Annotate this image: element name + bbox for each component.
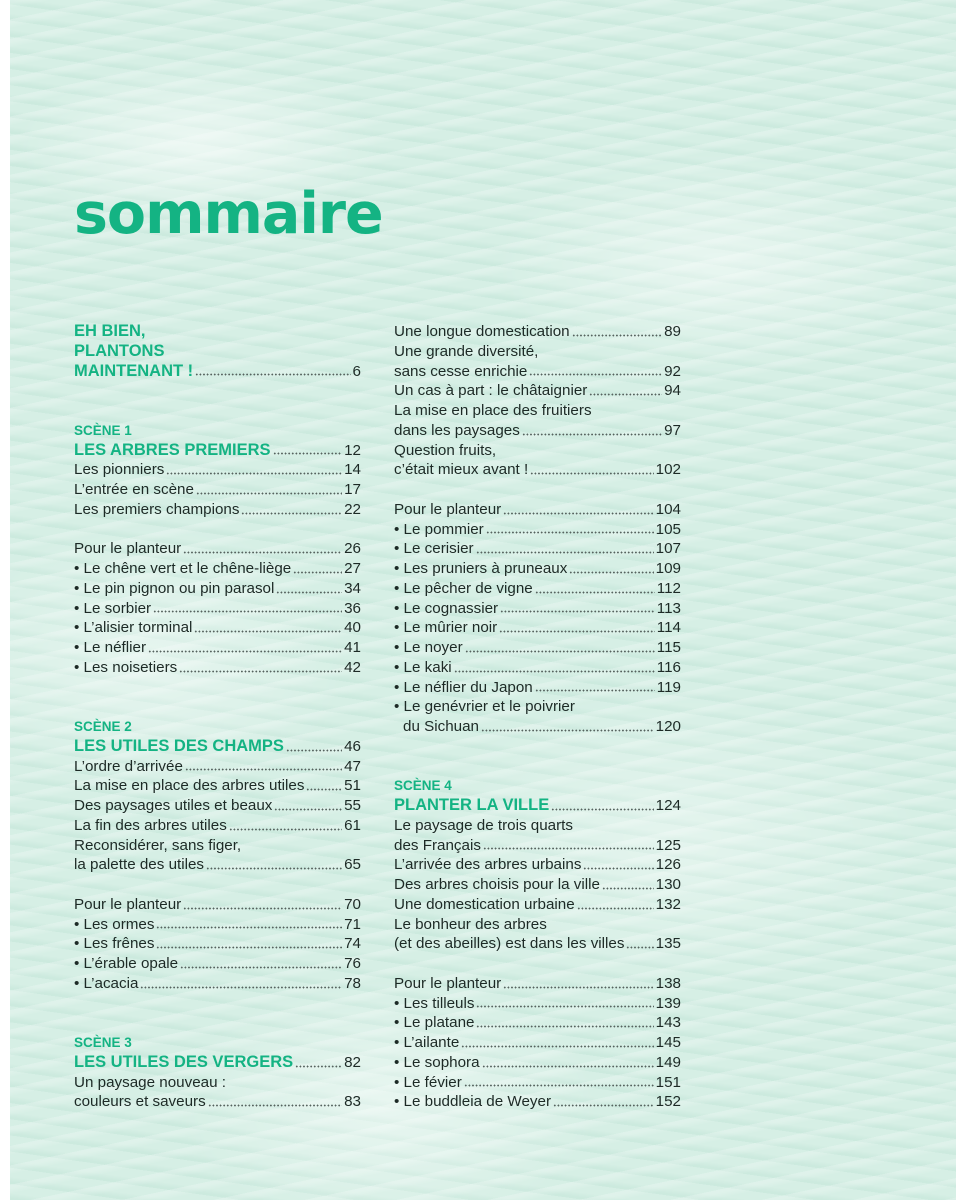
entry-title: • L’érable opale <box>74 955 179 972</box>
page-number: 55 <box>344 797 361 814</box>
toc-entry-tree[interactable] <box>394 678 681 698</box>
toc-entry-tree[interactable] <box>394 994 681 1014</box>
page-number: 27 <box>344 560 361 577</box>
toc-entry-tree[interactable] <box>394 599 681 619</box>
entry-title: c’était mieux avant ! <box>394 461 529 479</box>
dot-leader <box>530 471 653 476</box>
page-number: 138 <box>655 974 681 992</box>
entry-title: • L’acacia <box>74 974 139 992</box>
page-number: 105 <box>655 520 681 538</box>
page-number: 139 <box>655 994 681 1012</box>
entry-title: • Le buddleia de Weyer <box>394 1093 552 1111</box>
toc-entry[interactable] <box>394 322 681 342</box>
page-number: 92 <box>664 362 681 380</box>
toc-entry-multiline[interactable] <box>394 342 681 362</box>
page-number: 132 <box>655 895 681 913</box>
entry-title: • Les ormes <box>74 915 155 933</box>
dot-leader <box>535 590 655 595</box>
toc-entry-tree[interactable] <box>394 658 681 678</box>
page-number: 109 <box>655 560 681 577</box>
entry-title: • Le pommier <box>394 520 484 538</box>
page-number: 12 <box>344 441 361 459</box>
dot-leader <box>195 372 350 377</box>
toc-entry-planteur[interactable] <box>394 974 681 994</box>
toc-entry-intro[interactable] <box>74 362 361 382</box>
page-number: 51 <box>344 777 361 795</box>
entry-title: • Le kaki <box>394 658 452 676</box>
dot-leader <box>602 886 654 891</box>
toc-entry-tree[interactable] <box>74 915 361 935</box>
page-number: 41 <box>344 639 361 656</box>
page-number: 46 <box>344 737 361 755</box>
page-number: 145 <box>655 1034 681 1051</box>
page-number: 102 <box>655 461 681 479</box>
page-number: 61 <box>344 816 361 834</box>
page-number: 65 <box>344 856 361 874</box>
toc-entry-multiline[interactable] <box>394 915 681 935</box>
entry-title: Les pionniers <box>74 461 165 479</box>
toc-entry-tree[interactable] <box>74 559 361 579</box>
page-number: 17 <box>344 481 361 498</box>
page-number: 78 <box>344 974 361 992</box>
entry-title: • Le noyer <box>394 639 463 656</box>
toc-entry-planteur[interactable] <box>74 895 361 915</box>
toc-entry-scene-2[interactable] <box>74 737 361 757</box>
entry-title: PLANTONS <box>74 341 165 360</box>
toc-page <box>10 0 956 1200</box>
toc-entry-multiline[interactable] <box>394 401 681 421</box>
page-number: 130 <box>655 876 681 893</box>
entry-title: • Les frênes <box>74 935 155 953</box>
dot-leader <box>156 945 342 950</box>
toc-entry-scene-4[interactable] <box>394 796 681 816</box>
page-number: 125 <box>655 836 681 854</box>
scene-3-label: SCÈNE 3 <box>74 1035 132 1050</box>
toc-entry-multiline[interactable] <box>394 934 681 954</box>
toc-entry-tree[interactable] <box>394 1013 681 1033</box>
page-number: 116 <box>656 658 681 676</box>
entry-title: • Les tilleuls <box>394 994 475 1012</box>
page-number: 151 <box>655 1073 681 1091</box>
dot-leader <box>503 985 653 990</box>
dot-leader <box>569 570 653 575</box>
toc-entry-tree[interactable] <box>74 658 361 678</box>
entry-title: du Sichuan <box>403 718 479 735</box>
toc-entry-tree[interactable] <box>74 954 361 974</box>
toc-entry-tree[interactable] <box>74 579 361 599</box>
toc-entry[interactable] <box>74 460 361 480</box>
dot-leader <box>166 471 342 476</box>
dot-leader <box>179 669 342 674</box>
dot-leader <box>577 906 654 911</box>
dot-leader <box>465 649 655 654</box>
entry-title: Pour le planteur <box>74 540 182 558</box>
entry-title: la palette des utiles <box>74 856 205 874</box>
toc-entry[interactable] <box>394 875 681 895</box>
dot-leader <box>180 965 342 970</box>
page-number: 120 <box>655 718 681 735</box>
page-number: 42 <box>344 658 361 676</box>
entry-title: Les premiers champions <box>74 500 240 518</box>
toc-entry-tree[interactable] <box>74 618 361 638</box>
entry-title: des Français <box>394 836 481 854</box>
entry-title: sans cesse enrichie <box>394 362 528 380</box>
page-number: 114 <box>656 619 681 637</box>
page-number: 149 <box>655 1053 681 1071</box>
entry-title: Une domestication urbaine <box>394 895 575 913</box>
toc-entry-tree[interactable] <box>394 559 681 579</box>
entry-title: Pour le planteur <box>394 974 502 992</box>
dot-leader <box>196 491 342 496</box>
dot-leader <box>503 511 653 516</box>
page-number: 115 <box>656 639 681 656</box>
dot-leader <box>535 688 655 693</box>
dot-leader <box>551 807 653 812</box>
entry-title: • Le platane <box>394 1014 475 1032</box>
dot-leader <box>500 609 655 614</box>
toc-entry-tree[interactable] <box>394 618 681 638</box>
page-number: 40 <box>344 619 361 637</box>
toc-entry[interactable] <box>74 500 361 520</box>
page-number: 112 <box>656 579 681 597</box>
dot-leader <box>522 432 662 437</box>
entry-title: Des paysages utiles et beaux <box>74 797 273 814</box>
page-number: 119 <box>656 678 681 696</box>
toc-entry-multiline[interactable] <box>394 441 681 461</box>
dot-leader <box>583 866 653 871</box>
page-number: 74 <box>344 935 361 953</box>
toc-entry-tree[interactable] <box>394 1073 681 1093</box>
page-number: 36 <box>344 599 361 617</box>
entry-title: Des arbres choisis pour la ville <box>394 876 600 893</box>
entry-title: Un paysage nouveau : <box>74 1073 226 1091</box>
toc-entry[interactable] <box>394 895 681 915</box>
entry-title: • L’alisier torminal <box>74 619 193 637</box>
toc-entry-multiline[interactable] <box>394 460 681 480</box>
toc-entry-tree[interactable] <box>394 1053 681 1073</box>
dot-leader <box>153 609 342 614</box>
entry-title: (et des abeilles) est dans les villes <box>394 935 625 953</box>
entry-title: L’arrivée des arbres urbains <box>394 856 582 874</box>
entry-title: Une longue domestication <box>394 323 570 340</box>
entry-title: • Le févier <box>394 1073 462 1091</box>
toc-entry-planteur[interactable] <box>74 539 361 559</box>
toc-entry-tree[interactable] <box>394 1033 681 1053</box>
toc-entry-tree[interactable] <box>394 638 681 658</box>
page-number: 107 <box>655 540 681 558</box>
dot-leader <box>499 629 655 634</box>
toc-entry[interactable] <box>74 816 361 836</box>
entry-title: Pour le planteur <box>74 895 182 913</box>
page-number: 94 <box>664 382 681 400</box>
page-title: sommaire <box>74 181 383 247</box>
dot-leader <box>529 372 662 377</box>
toc-entry-tree[interactable] <box>74 974 361 994</box>
toc-entry[interactable] <box>394 381 681 401</box>
page-number: 6 <box>352 362 361 380</box>
entry-title: • Le genévrier et le poivrier <box>394 698 575 716</box>
entry-title: L’ordre d’arrivée <box>74 757 183 775</box>
dot-leader <box>185 767 342 772</box>
page-number: 22 <box>344 500 361 518</box>
dot-leader <box>572 333 662 338</box>
dot-leader <box>183 550 342 555</box>
dot-leader <box>274 807 342 812</box>
entry-title: • Le sorbier <box>74 599 152 617</box>
dot-leader <box>553 1103 654 1108</box>
dot-leader <box>194 629 342 634</box>
intro-heading-line-1 <box>74 322 361 342</box>
page-number: 83 <box>344 1093 361 1111</box>
toc-entry-tree[interactable] <box>394 520 681 540</box>
scene-4-title: PLANTER LA VILLE <box>394 796 550 814</box>
scene-3-title: LES UTILES DES VERGERS <box>74 1052 294 1071</box>
toc-entry[interactable] <box>74 776 361 796</box>
page-number: 47 <box>344 757 361 775</box>
dot-leader <box>293 570 342 575</box>
dot-leader <box>148 649 342 654</box>
toc-entry-planteur[interactable] <box>394 500 681 520</box>
page-number: 26 <box>344 540 361 558</box>
toc-column-left <box>74 322 361 1112</box>
dot-leader <box>481 728 654 733</box>
dot-leader <box>476 550 654 555</box>
toc-entry-multiline[interactable] <box>394 816 681 836</box>
entry-title: • Le mûrier noir <box>394 619 498 637</box>
toc-entry[interactable] <box>394 855 681 875</box>
toc-entry-multiline[interactable] <box>394 362 681 382</box>
dot-leader <box>482 1064 654 1069</box>
page-number: 70 <box>344 895 361 913</box>
toc-entry-multiline[interactable] <box>394 717 681 737</box>
entry-title: EH BIEN, <box>74 322 146 340</box>
page-number: 76 <box>344 955 361 972</box>
dot-leader <box>486 530 654 535</box>
dot-leader <box>461 1044 653 1049</box>
toc-entry-tree[interactable] <box>394 579 681 599</box>
entry-title: • Le chêne vert et le chêne-liège <box>74 560 292 577</box>
dot-leader <box>273 451 343 456</box>
page-number: 89 <box>664 323 681 340</box>
scene-2-title: LES UTILES DES CHAMPS <box>74 736 284 755</box>
toc-entry[interactable] <box>74 796 361 816</box>
entry-title: • Le cognassier <box>394 599 499 617</box>
entry-title: dans les paysages <box>394 421 520 439</box>
dot-leader <box>140 985 342 990</box>
dot-leader <box>589 392 662 397</box>
dot-leader <box>454 669 655 674</box>
dot-leader <box>156 925 342 930</box>
scene-1-title: LES ARBRES PREMIERS <box>74 440 271 459</box>
entry-title: Le bonheur des arbres <box>394 915 547 933</box>
scene-2-label: SCÈNE 2 <box>74 719 132 734</box>
entry-title: • Les pruniers à pruneaux <box>394 560 568 577</box>
entry-title: Pour le planteur <box>394 500 502 518</box>
entry-title: couleurs et saveurs <box>74 1093 206 1111</box>
dot-leader <box>241 511 342 516</box>
entry-title: Une grande diversité, <box>394 342 539 360</box>
entry-title: • Le néflier <box>74 639 147 656</box>
dot-leader <box>476 1004 653 1009</box>
dot-leader <box>464 1083 654 1088</box>
dot-leader <box>306 787 342 792</box>
toc-entry-scene-3[interactable] <box>74 1053 361 1073</box>
page-number: 104 <box>655 500 681 518</box>
intro-heading-line-3: MAINTENANT ! <box>74 361 194 380</box>
toc-entry-multiline[interactable] <box>74 836 361 856</box>
scene-4-label: SCÈNE 4 <box>394 778 452 794</box>
dot-leader <box>476 1024 653 1029</box>
toc-entry-scene-1[interactable] <box>74 441 361 461</box>
page-number: 34 <box>344 579 361 597</box>
page-number: 135 <box>655 935 681 953</box>
dot-leader <box>626 945 653 950</box>
toc-entry-tree[interactable] <box>74 934 361 954</box>
toc-entry-tree[interactable] <box>394 539 681 559</box>
entry-title: • Le cerisier <box>394 540 474 558</box>
page-number: 152 <box>655 1093 681 1111</box>
toc-entry-multiline[interactable] <box>74 1092 361 1112</box>
entry-title: La mise en place des fruitiers <box>394 402 592 419</box>
page-number: 71 <box>344 915 361 933</box>
entry-title: Reconsidérer, sans figer, <box>74 836 242 854</box>
page-number: 97 <box>664 421 681 439</box>
dot-leader <box>183 906 342 911</box>
toc-entry[interactable] <box>74 480 361 500</box>
dot-leader <box>286 748 342 753</box>
page-number: 113 <box>656 599 681 617</box>
entry-title: Le paysage de trois quarts <box>394 816 573 834</box>
dot-leader <box>208 1103 342 1108</box>
dot-leader <box>229 827 342 832</box>
dot-leader <box>295 1064 342 1069</box>
toc-entry-tree[interactable] <box>74 599 361 619</box>
entry-title: La fin des arbres utiles <box>74 816 227 834</box>
entry-title: • Le pêcher de vigne <box>394 579 533 597</box>
entry-title: • Le néflier du Japon <box>394 678 533 696</box>
page-number: 126 <box>655 856 681 874</box>
toc-entry-multiline[interactable] <box>394 836 681 856</box>
toc-entry-multiline[interactable] <box>394 697 681 717</box>
toc-entry-multiline[interactable] <box>74 1073 361 1093</box>
toc-entry-tree[interactable] <box>394 1092 681 1112</box>
dot-leader <box>483 846 654 851</box>
dot-leader <box>206 866 342 871</box>
page-number: 14 <box>344 461 361 479</box>
toc-column-right <box>394 322 681 1112</box>
page-number: 124 <box>655 797 681 814</box>
scene-1-label: SCÈNE 1 <box>74 422 132 438</box>
toc-entry-multiline[interactable] <box>394 421 681 441</box>
entry-title: Question fruits, <box>394 441 497 459</box>
toc-entry-multiline[interactable] <box>74 855 361 875</box>
entry-title: • L’ailante <box>394 1034 460 1051</box>
page-number: 82 <box>344 1053 361 1071</box>
entry-title: La mise en place des arbres utiles <box>74 777 305 795</box>
entry-title: • Les noisetiers <box>74 658 178 676</box>
page-number: 143 <box>655 1014 681 1032</box>
toc-entry-tree[interactable] <box>74 638 361 658</box>
dot-leader <box>276 590 342 595</box>
toc-entry[interactable] <box>74 757 361 777</box>
entry-title: • Le sophora <box>394 1053 480 1071</box>
entry-title: Un cas à part : le châtaignier <box>394 382 588 400</box>
intro-heading-line-2 <box>74 342 361 362</box>
entry-title: L’entrée en scène <box>74 481 194 498</box>
entry-title: • Le pin pignon ou pin parasol <box>74 579 275 597</box>
